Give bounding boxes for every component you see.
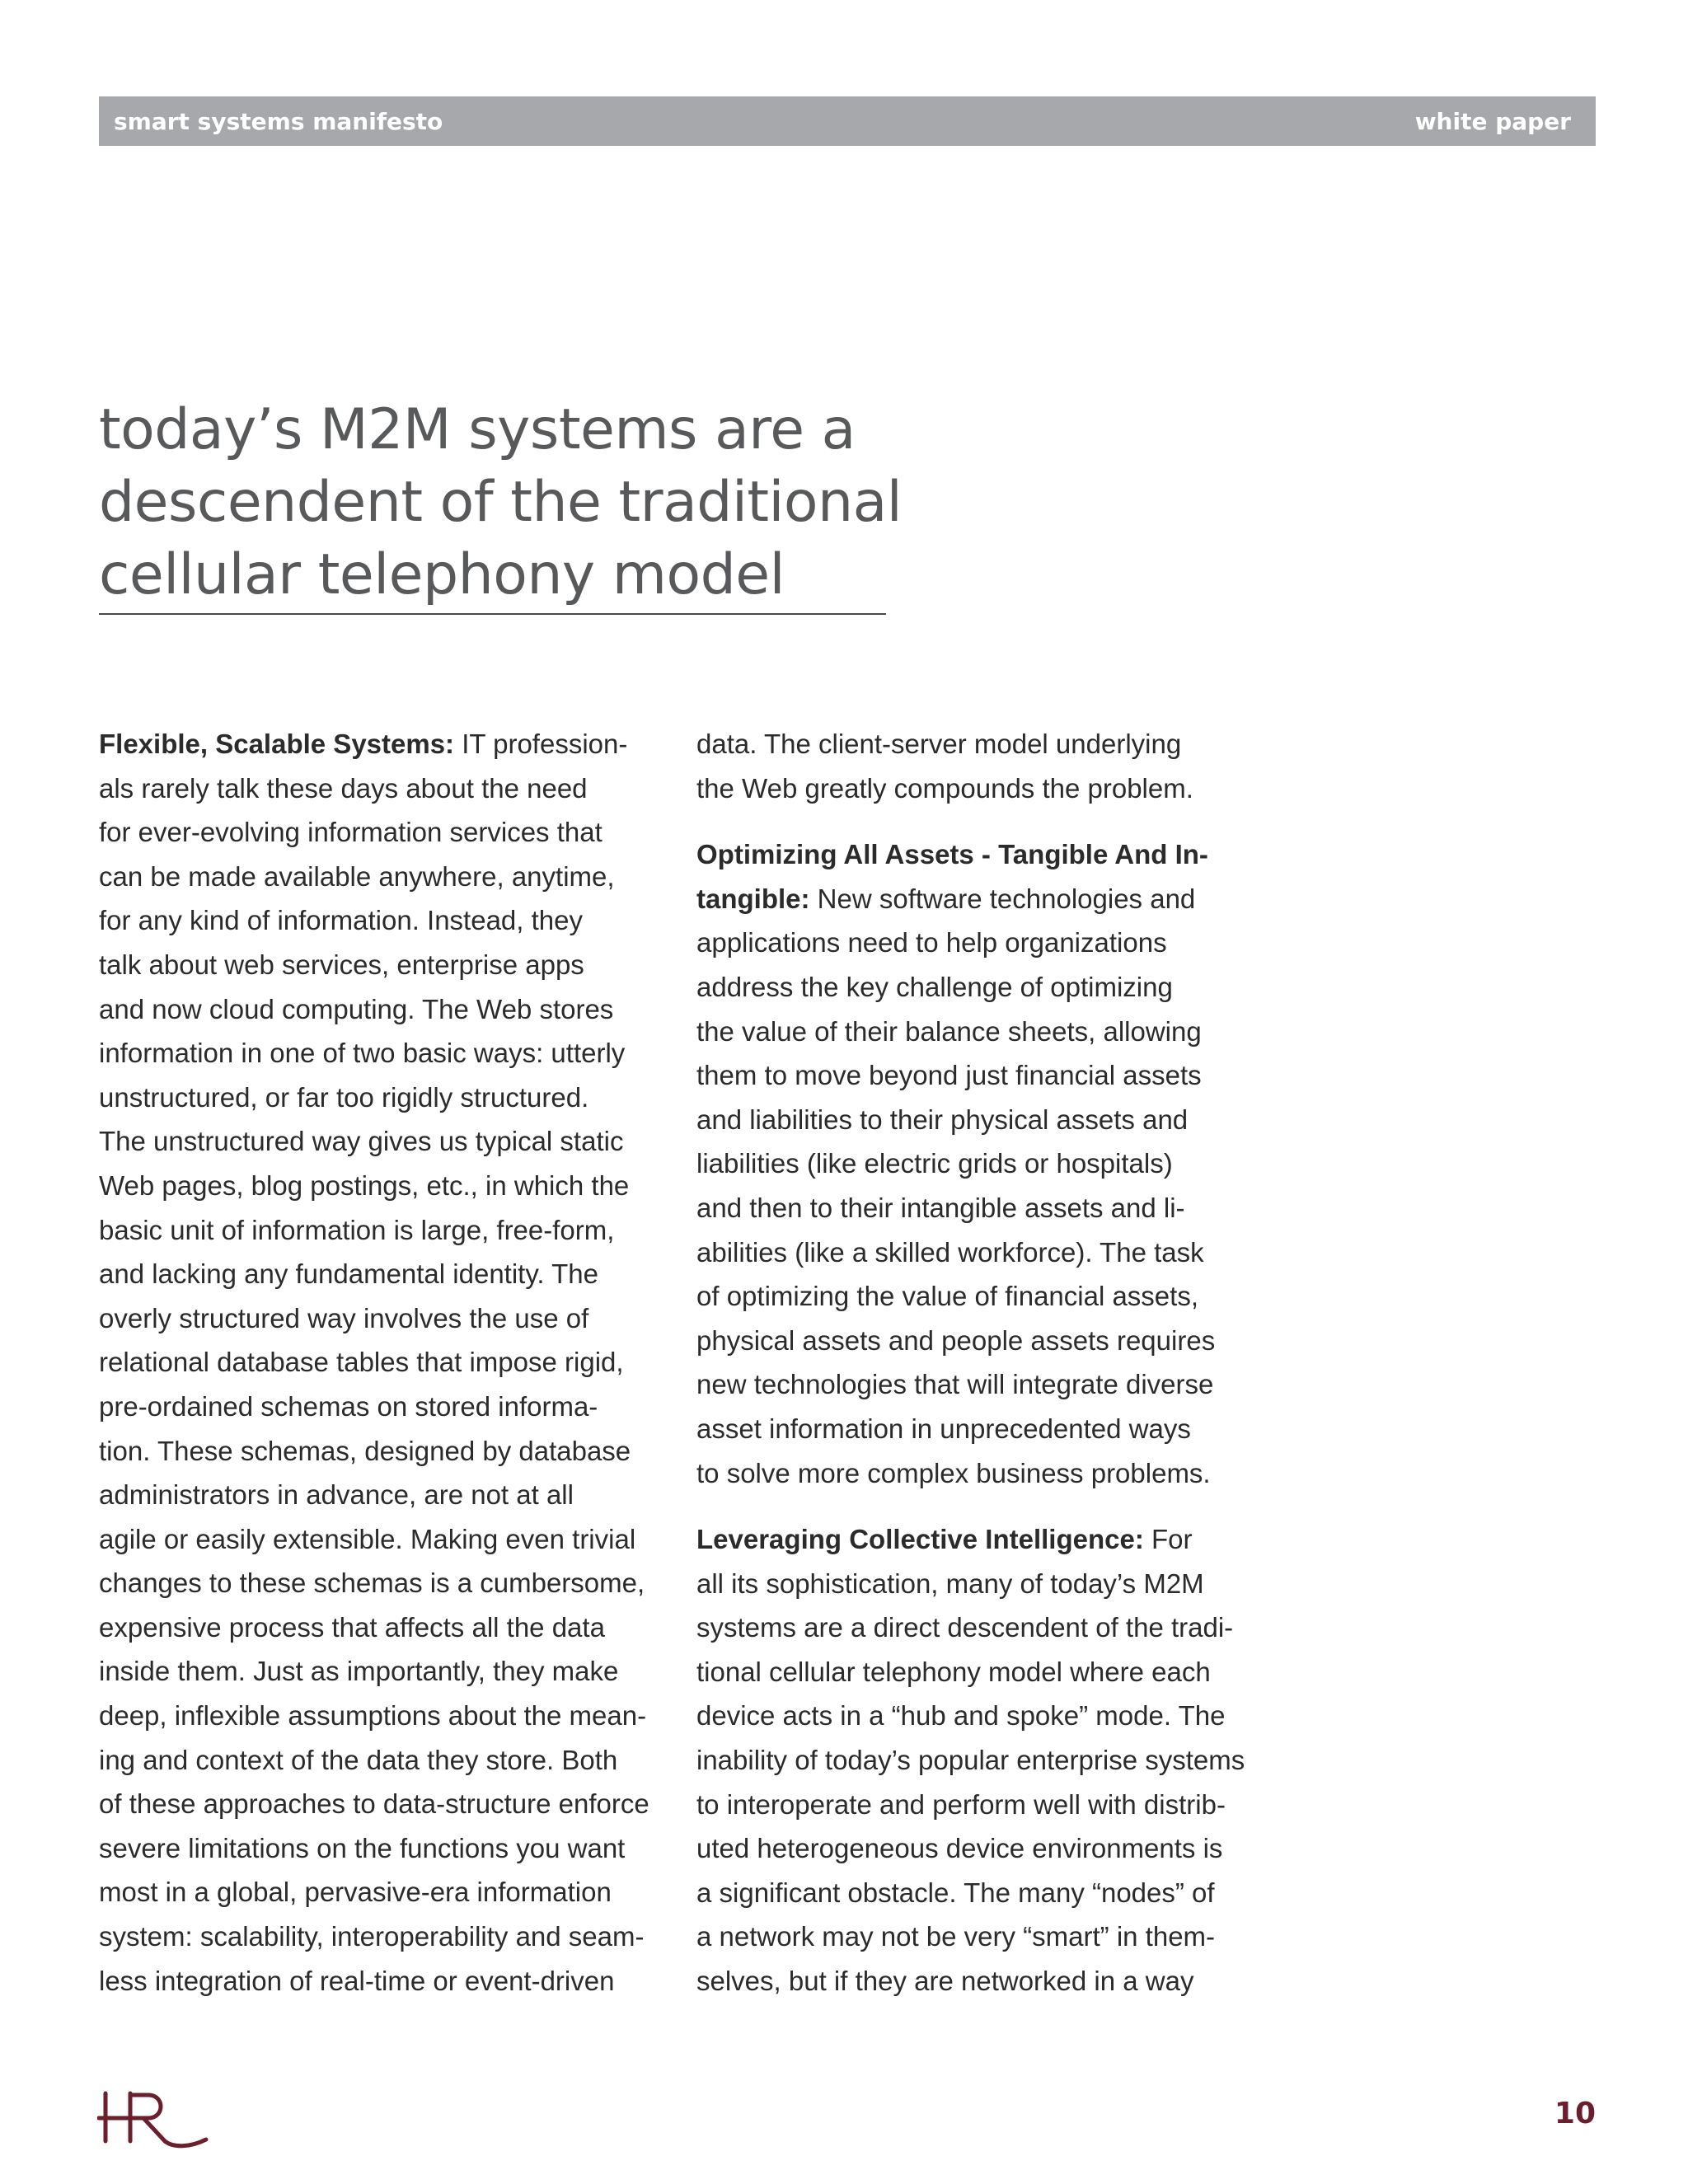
paragraph-optimizing-all-assets (696, 832, 1273, 1495)
body-text: For (1143, 1524, 1193, 1555)
body-line (99, 722, 676, 766)
body-line: talk about web services, enterprise apps (99, 949, 584, 980)
body-line: the value of their balance sheets, allowing (696, 1015, 1202, 1047)
body-line: for ever-evolving information services that (99, 817, 603, 848)
body-line: system: scalability, interoperability and seam- (99, 1921, 645, 1952)
body-line: and now cloud computing. The Web stores (99, 993, 614, 1024)
body-line: can be made available anywhere, anytime, (99, 860, 615, 892)
body-line (696, 877, 1273, 921)
body-line: ing and context of the data they store. Both (99, 1744, 618, 1775)
body-line: selves, but if they are networked in a way (696, 1966, 1194, 1997)
paragraph-gap (696, 1495, 1273, 1517)
title-line: cellular telephony model (99, 542, 785, 607)
title-underline (99, 613, 886, 615)
body-line: most in a global, pervasive-era information (99, 1877, 612, 1908)
body-line: systems are a direct descendent of the tradi- (696, 1612, 1234, 1643)
body-line: for any kind of information. Instead, they (99, 905, 583, 936)
body-text: IT profession- (454, 729, 628, 759)
body-line: expensive process that affects all the data (99, 1611, 605, 1643)
body-line: asset information in unprecedented ways (696, 1413, 1191, 1444)
paragraph-lead: tangible: (696, 883, 810, 914)
paragraph-lead: Optimizing All Assets - Tangible And In- (696, 839, 1208, 870)
body-line: severe limitations on the functions you want (99, 1832, 626, 1863)
body-line: to solve more complex business problems. (696, 1457, 1211, 1488)
body-lines (696, 921, 1273, 1495)
body-line (696, 1517, 1273, 1562)
body-line: agile or easily extensible. Making even trivial (99, 1523, 636, 1554)
body-line: applications need to help organizations (696, 927, 1167, 958)
header-right-text: white paper (1414, 107, 1571, 135)
header-bar (99, 96, 1596, 146)
hr-monogram-logo-icon (97, 2085, 213, 2151)
body-line: inability of today’s popular enterprise systems (696, 1745, 1245, 1776)
body-line: deep, inflexible assumptions about the mean- (99, 1700, 647, 1732)
body-line: changes to these schemas is a cumbersome, (99, 1568, 645, 1599)
body-line: new technologies that will integrate diverse (696, 1369, 1214, 1400)
title-line: descendent of the traditional (99, 470, 903, 535)
paragraph-continuation (696, 722, 1273, 810)
body-line: overly structured way involves the use of (99, 1302, 589, 1333)
body-line: basic unit of information is large, free-form, (99, 1214, 615, 1245)
body-line: als rarely talk these days about the need (99, 772, 588, 804)
paragraph-leveraging-collective-intelligence (696, 1517, 1273, 2004)
body-line: The unstructured way gives us typical static (99, 1126, 624, 1157)
left-column (99, 722, 676, 2003)
title-line: today’s M2M systems are a (99, 397, 856, 462)
body-line: address the key challenge of optimizing (696, 971, 1173, 1002)
body-line: unstructured, or far too rigidly structured. (99, 1081, 589, 1113)
body-line: them to move beyond just financial assets (696, 1060, 1202, 1091)
body-line: information in one of two basic ways: utterly (99, 1038, 626, 1069)
body-lines (696, 1562, 1273, 2004)
body-line: abilities (like a skilled workforce). The task (696, 1236, 1204, 1268)
body-line: Web pages, blog postings, etc., in which the (99, 1169, 630, 1201)
body-line: liabilities (like electric grids or hospitals) (696, 1148, 1173, 1179)
body-line: and lacking any fundamental identity. The (99, 1258, 599, 1290)
body-line: physical assets and people assets requires (696, 1324, 1216, 1356)
body-line: uted heterogeneous device environments is (696, 1833, 1223, 1864)
header-left-text: smart systems manifesto (114, 107, 443, 135)
body-line: data. The client-server model underlying (696, 729, 1182, 759)
body-text: New software technologies and (809, 883, 1196, 914)
body-line: of optimizing the value of financial assets, (696, 1281, 1199, 1312)
page-title (99, 394, 903, 612)
paragraph-flexible-scalable-systems (99, 722, 676, 2003)
body-line: and liabilities to their physical assets and (696, 1104, 1189, 1135)
body-line: pre-ordained schemas on stored informa- (99, 1390, 598, 1422)
paragraph-lead: Flexible, Scalable Systems: (99, 729, 455, 759)
paragraph-gap (696, 810, 1273, 832)
body-line: tional cellular telephony model where each (696, 1656, 1211, 1687)
body-line: inside them. Just as importantly, they make (99, 1656, 619, 1687)
body-line: less integration of real-time or event-driven (99, 1965, 615, 1996)
body-line: to interoperate and perform well with distrib- (696, 1788, 1226, 1820)
body-line: of these approaches to data-structure enforce (99, 1788, 649, 1820)
right-column (696, 722, 1273, 2004)
body-line: tion. These schemas, designed by database (99, 1435, 631, 1466)
body-line: all its sophistication, many of today’s M2M (696, 1568, 1204, 1599)
body-lines (99, 766, 676, 2004)
body-line: a network may not be very “smart” in them- (696, 1921, 1216, 1952)
body-line: device acts in a “hub and spoke” mode. The (696, 1700, 1226, 1732)
body-line: administrators in advance, are not at all (99, 1479, 574, 1511)
page-number: 10 (1554, 2097, 1596, 2130)
body-line: the Web greatly compounds the problem. (696, 772, 1193, 804)
paragraph-lead: Leveraging Collective Intelligence: (696, 1524, 1144, 1555)
body-line: relational database tables that impose rigid, (99, 1347, 624, 1378)
body-line: and then to their intangible assets and li- (696, 1192, 1185, 1223)
body-line: a significant obstacle. The many “nodes” of (696, 1877, 1215, 1908)
